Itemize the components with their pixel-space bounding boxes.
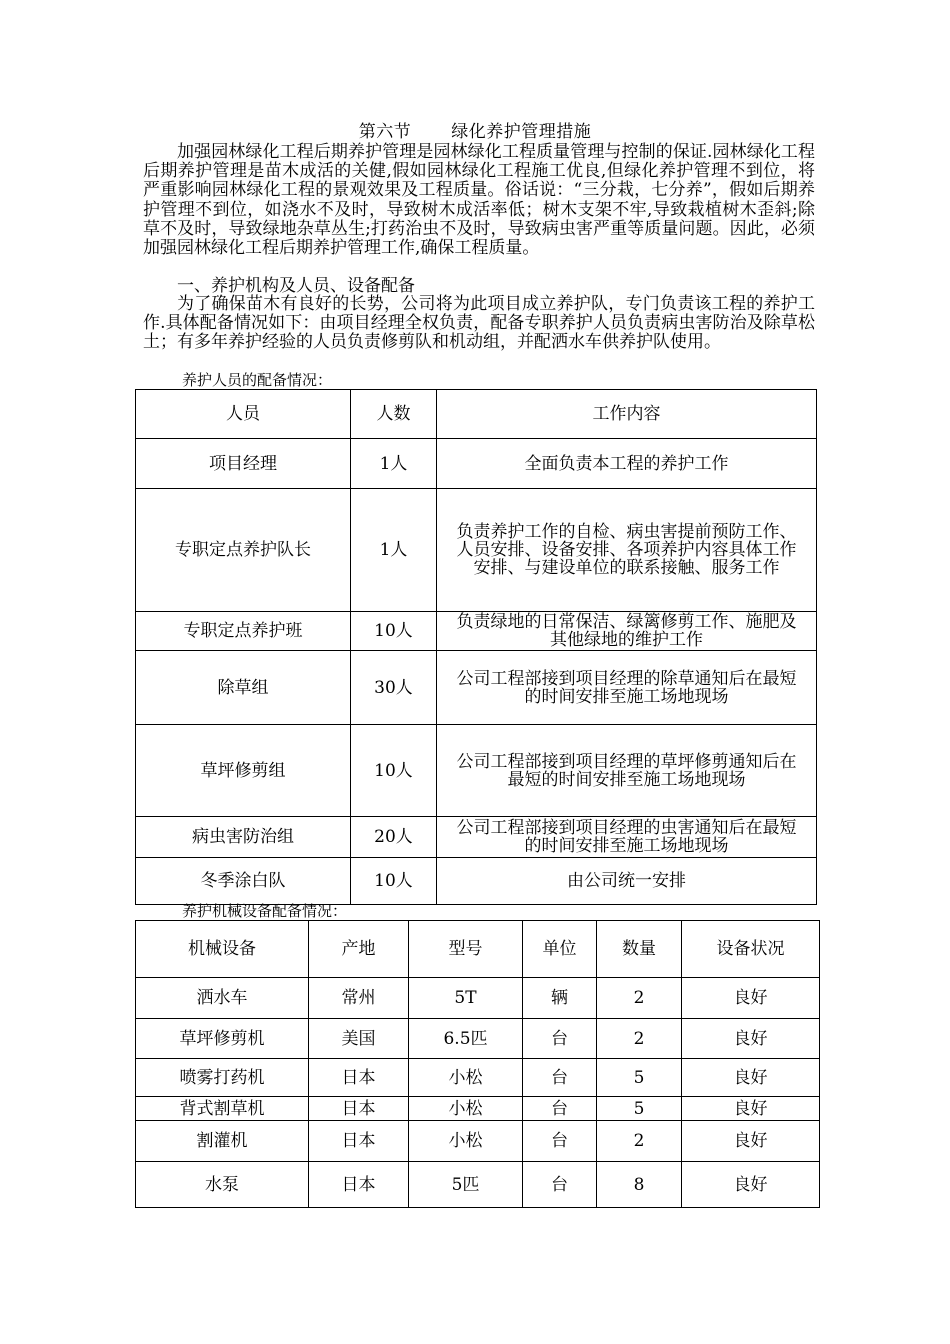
unit-cell: 台	[523, 1162, 597, 1208]
role-cell: 病虫害防治组	[136, 817, 351, 858]
model-cell: 小松	[409, 1121, 523, 1162]
header-cell: 设备状况	[682, 921, 820, 978]
count-cell: 1人	[351, 439, 437, 489]
staff-table	[135, 389, 817, 905]
role-cell: 专职定点养护队长	[136, 489, 351, 612]
table-row	[136, 1019, 820, 1059]
duty-cell: 负责养护工作的自检、病虫害提前预防工作、人员安排、设备安排、各项养护内容具体工作安排、与建设单位的联系接触、服务工作	[437, 489, 817, 612]
status-cell: 良好	[682, 1059, 820, 1097]
model-cell: 6.5匹	[409, 1019, 523, 1059]
subsection-heading: 一、养护机构及人员、设备配备	[177, 276, 415, 296]
unit-cell: 台	[523, 1059, 597, 1097]
status-cell: 良好	[682, 1019, 820, 1059]
equipment-cell: 水泵	[136, 1162, 309, 1208]
section-title	[0, 121, 950, 143]
origin-cell: 日本	[309, 1059, 409, 1097]
quantity-cell: 2	[597, 978, 682, 1019]
table-row	[136, 489, 817, 612]
count-cell: 30人	[351, 651, 437, 725]
staff-table-caption: 养护人员的配备情况：	[182, 371, 333, 389]
quantity-cell: 5	[597, 1059, 682, 1097]
intro-paragraph: 加强园林绿化工程后期养护管理是园林绿化工程质量管理与控制的保证.园林绿化工程后期养护管理是苗木成活的关健,假如园林绿化工程施工优良,但绿化养护管理不到位，将严重影响园林绿化工程的景观效果及工程质量。俗话说：“三分栽，七分养”，假如后期养护管理不到位，如浇水不及时，导致树木成活率低；树木支架不牢,导致栽植树木歪斜;除草不及时，导致绿地杂草丛生;打药治虫不及时，导致病虫害严重等质量问题。因此，必须加强园林绿化工程后期养护管理工作,确保工程质量。	[143, 142, 815, 259]
count-cell: 20人	[351, 817, 437, 858]
role-cell: 除草组	[136, 651, 351, 725]
table-row	[136, 439, 817, 489]
header-cell: 数量	[597, 921, 682, 978]
quantity-cell: 2	[597, 1019, 682, 1059]
duty-cell: 公司工程部接到项目经理的草坪修剪通知后在最短的时间安排至施工场地现场	[437, 725, 817, 817]
unit-cell: 台	[523, 1121, 597, 1162]
count-cell: 1人	[351, 489, 437, 612]
table-header-row	[136, 921, 820, 978]
table-row	[136, 817, 817, 858]
status-cell: 良好	[682, 1097, 820, 1121]
unit-cell: 台	[523, 1097, 597, 1121]
table-row	[136, 1121, 820, 1162]
quantity-cell: 2	[597, 1121, 682, 1162]
model-cell: 小松	[409, 1059, 523, 1097]
duty-cell: 负责绿地的日常保洁、绿篱修剪工作、施肥及其他绿地的维护工作	[437, 612, 817, 651]
count-cell: 10人	[351, 725, 437, 817]
header-cell: 人员	[136, 390, 351, 439]
origin-cell: 美国	[309, 1019, 409, 1059]
table-row	[136, 725, 817, 817]
header-cell: 人数	[351, 390, 437, 439]
table-row	[136, 858, 817, 905]
duty-cell: 由公司统一安排	[437, 858, 817, 905]
origin-cell: 日本	[309, 1097, 409, 1121]
equipment-cell: 洒水车	[136, 978, 309, 1019]
unit-cell: 台	[523, 1019, 597, 1059]
section-number: 第六节	[358, 122, 412, 142]
table-row	[136, 612, 817, 651]
organization-paragraph: 为了确保苗木有良好的长势，公司将为此项目成立养护队，专门负责该工程的养护工作.具体配备情况如下：由项目经理全权负责，配备专职养护人员负责病虫害防治及除草松土；有多年养护经验的人员负责修剪队和机动组，并配洒水车供养护队使用。	[143, 294, 815, 353]
model-cell: 5T	[409, 978, 523, 1019]
origin-cell: 常州	[309, 978, 409, 1019]
header-cell: 产地	[309, 921, 409, 978]
quantity-cell: 8	[597, 1162, 682, 1208]
model-cell: 小松	[409, 1097, 523, 1121]
equipment-cell: 背式割草机	[136, 1097, 309, 1121]
origin-cell: 日本	[309, 1162, 409, 1208]
count-cell: 10人	[351, 612, 437, 651]
status-cell: 良好	[682, 1162, 820, 1208]
table-row	[136, 1097, 820, 1121]
equipment-cell: 喷雾打药机	[136, 1059, 309, 1097]
table-row	[136, 1059, 820, 1097]
header-cell: 型号	[409, 921, 523, 978]
equipment-cell: 割灌机	[136, 1121, 309, 1162]
role-cell: 项目经理	[136, 439, 351, 489]
role-cell: 专职定点养护班	[136, 612, 351, 651]
role-cell: 冬季涂白队	[136, 858, 351, 905]
table-row	[136, 978, 820, 1019]
equipment-table-caption: 养护机械设备配备情况：	[182, 902, 348, 920]
count-cell: 10人	[351, 858, 437, 905]
section-name: 绿化养护管理措施	[451, 122, 592, 142]
unit-cell: 辆	[523, 978, 597, 1019]
status-cell: 良好	[682, 978, 820, 1019]
header-cell: 工作内容	[437, 390, 817, 439]
duty-cell: 公司工程部接到项目经理的除草通知后在最短的时间安排至施工场地现场	[437, 651, 817, 725]
role-cell: 草坪修剪组	[136, 725, 351, 817]
origin-cell: 日本	[309, 1121, 409, 1162]
header-cell: 单位	[523, 921, 597, 978]
table-row	[136, 1162, 820, 1208]
table-row	[136, 651, 817, 725]
status-cell: 良好	[682, 1121, 820, 1162]
duty-cell: 公司工程部接到项目经理的虫害通知后在最短的时间安排至施工场地现场	[437, 817, 817, 858]
header-cell: 机械设备	[136, 921, 309, 978]
equipment-cell: 草坪修剪机	[136, 1019, 309, 1059]
duty-cell: 全面负责本工程的养护工作	[437, 439, 817, 489]
model-cell: 5匹	[409, 1162, 523, 1208]
table-header-row	[136, 390, 817, 439]
quantity-cell: 5	[597, 1097, 682, 1121]
equipment-table	[135, 920, 820, 1208]
